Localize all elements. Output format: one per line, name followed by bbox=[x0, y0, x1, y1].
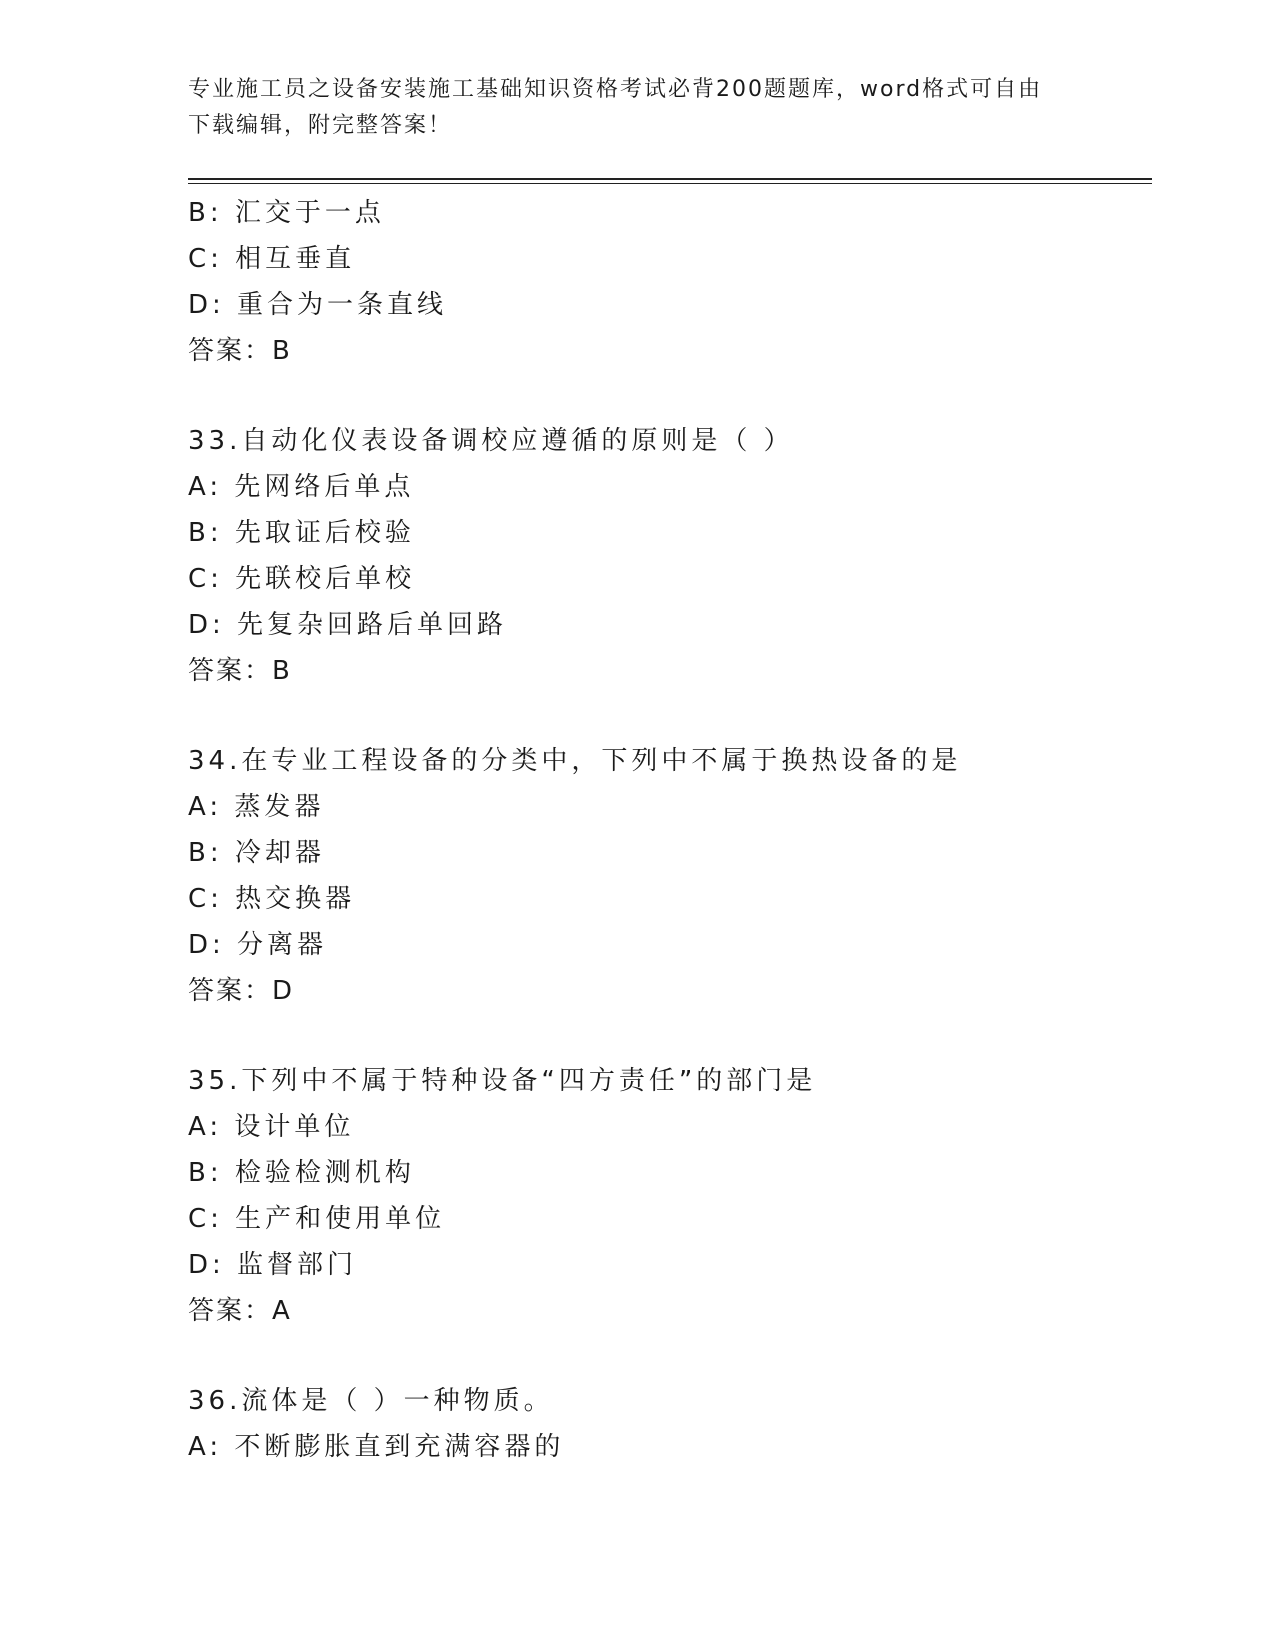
answer-line: 答案：D bbox=[188, 976, 295, 1006]
option-a: A: 设计单位 bbox=[188, 1112, 355, 1142]
question-stem: 36.流体是（ ）一种物质。 bbox=[188, 1386, 554, 1416]
answer-line: 答案：B bbox=[188, 656, 292, 686]
question-34 bbox=[188, 738, 1152, 1014]
option-b: B: 检验检测机构 bbox=[188, 1158, 415, 1188]
header-rule-thin bbox=[188, 183, 1152, 184]
question-33 bbox=[188, 418, 1152, 694]
option-d: D: 分离器 bbox=[188, 930, 328, 960]
question-list bbox=[188, 190, 1152, 1470]
document-header bbox=[188, 72, 1068, 144]
option-a: A: 蒸发器 bbox=[188, 792, 325, 822]
option-a: A: 先网络后单点 bbox=[188, 472, 415, 502]
question-36 bbox=[188, 1378, 1152, 1470]
option-b: B: 冷却器 bbox=[188, 838, 325, 868]
option-d: D: 先复杂回路后单回路 bbox=[188, 610, 508, 640]
question-32-continued bbox=[188, 190, 1152, 374]
header-line-2: 下载编辑，附完整答案！ bbox=[188, 113, 453, 138]
option-d: D: 重合为一条直线 bbox=[188, 290, 448, 320]
option-b: B: 汇交于一点 bbox=[188, 198, 385, 228]
option-d: D: 监督部门 bbox=[188, 1250, 358, 1280]
question-stem: 34.在专业工程设备的分类中，下列中不属于换热设备的是 bbox=[188, 746, 962, 776]
option-c: C: 先联校后单校 bbox=[188, 564, 416, 594]
question-35 bbox=[188, 1058, 1152, 1334]
question-stem: 35.下列中不属于特种设备“四方责任”的部门是 bbox=[188, 1066, 817, 1096]
option-b: B: 先取证后校验 bbox=[188, 518, 415, 548]
header-rule-thick bbox=[188, 178, 1152, 180]
option-c: C: 生产和使用单位 bbox=[188, 1204, 446, 1234]
option-c: C: 热交换器 bbox=[188, 884, 356, 914]
option-c: C: 相互垂直 bbox=[188, 244, 356, 274]
question-stem: 33.自动化仪表设备调校应遵循的原则是（ ） bbox=[188, 426, 794, 456]
header-line-1: 专业施工员之设备安装施工基础知识资格考试必背200题题库，word格式可自由 bbox=[188, 77, 1043, 102]
answer-line: 答案：A bbox=[188, 1296, 292, 1326]
option-a: A: 不断膨胀直到充满容器的 bbox=[188, 1432, 565, 1462]
answer-line: 答案：B bbox=[188, 336, 292, 366]
